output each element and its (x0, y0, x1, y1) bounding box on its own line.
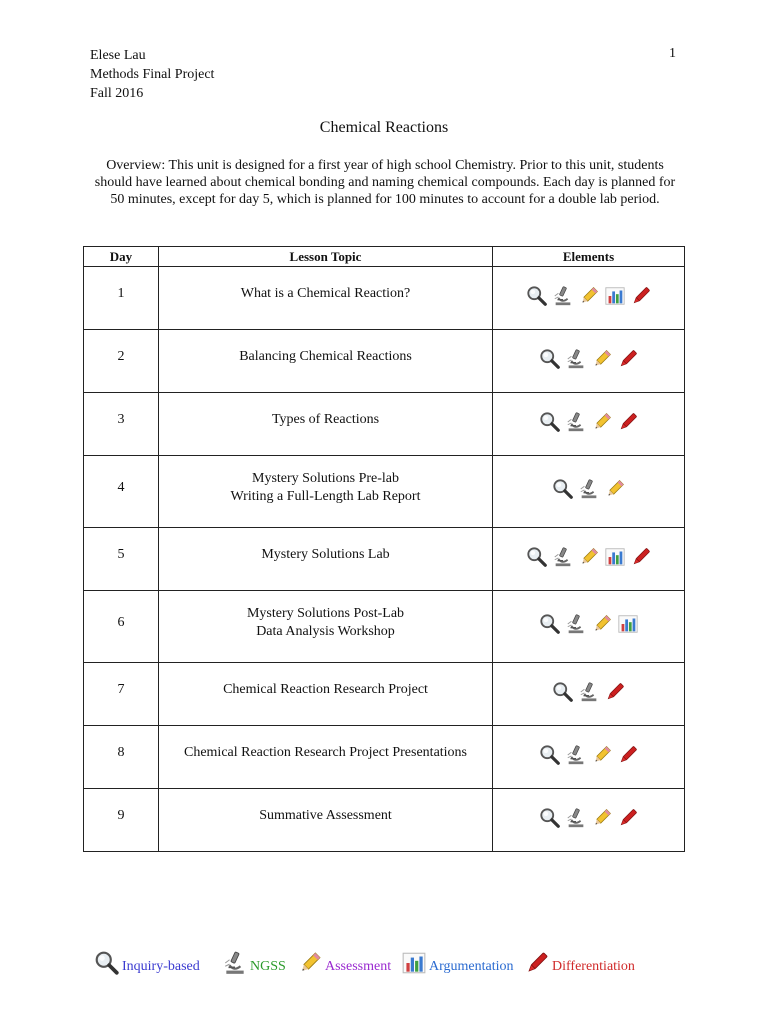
element-icons (539, 744, 639, 766)
lesson-topic-cell: Summative Assessment (159, 789, 493, 852)
bar-chart-icon (604, 285, 626, 307)
table-row (84, 393, 685, 456)
elements-cell (493, 789, 685, 852)
legend-label: NGSS (250, 959, 286, 974)
lesson-topic-cell: Mystery Solutions Lab (159, 528, 493, 591)
lesson-topic-cell: Types of Reactions (159, 393, 493, 456)
bar-chart-icon (617, 613, 639, 635)
red-pencil-icon (617, 411, 639, 433)
element-icons (526, 546, 652, 568)
magnifier-icon (539, 348, 561, 370)
bar-chart-icon (604, 546, 626, 568)
legend-label: Argumentation (429, 959, 514, 974)
microscope-icon (565, 348, 587, 370)
lesson-topic-cell: What is a Chemical Reaction? (159, 267, 493, 330)
page-title: Chemical Reactions (319, 119, 449, 136)
elements-cell (493, 726, 685, 789)
table-row (84, 591, 685, 663)
magnifier-icon (539, 744, 561, 766)
elements-cell (493, 528, 685, 591)
magnifier-icon (539, 807, 561, 829)
day-cell: 4 (84, 456, 159, 528)
course-line: Methods Final Project (90, 67, 215, 82)
header-block (90, 46, 214, 103)
legend-item (222, 950, 286, 976)
elements-cell (493, 663, 685, 726)
elements-cell (493, 330, 685, 393)
microscope-icon (565, 807, 587, 829)
pencil-icon (297, 950, 323, 976)
legend-label: Inquiry-based (122, 959, 200, 974)
microscope-icon (565, 744, 587, 766)
author-line: Elese Lau (90, 48, 146, 63)
red-pencil-icon (630, 546, 652, 568)
red-pencil-icon (617, 744, 639, 766)
table-header-row (84, 247, 685, 267)
elements-cell (493, 591, 685, 663)
microscope-icon (578, 681, 600, 703)
microscope-icon (552, 546, 574, 568)
lesson-topic-cell: Chemical Reaction Research Project Presentations (159, 726, 493, 789)
pencil-icon (591, 807, 613, 829)
header-day: Day (84, 247, 159, 267)
table-row (84, 663, 685, 726)
red-pencil-icon (630, 285, 652, 307)
pencil-icon (591, 348, 613, 370)
microscope-icon (578, 478, 600, 500)
elements-cell (493, 456, 685, 528)
day-cell: 2 (84, 330, 159, 393)
page-number: 1 (669, 46, 676, 61)
magnifier-icon (539, 613, 561, 635)
microscope-icon (565, 613, 587, 635)
pencil-icon (578, 285, 600, 307)
pencil-icon (604, 478, 626, 500)
magnifier-icon (94, 950, 120, 976)
bar-chart-icon (401, 950, 427, 976)
pencil-icon (591, 411, 613, 433)
element-icons (539, 411, 639, 433)
header-lesson-topic: Lesson Topic (159, 247, 493, 267)
microscope-icon (552, 285, 574, 307)
microscope-icon (222, 950, 248, 976)
day-cell: 5 (84, 528, 159, 591)
header-elements: Elements (493, 247, 685, 267)
red-pencil-icon (617, 807, 639, 829)
red-pencil-icon (617, 348, 639, 370)
magnifier-icon (552, 681, 574, 703)
magnifier-icon (526, 546, 548, 568)
elements-cell (493, 393, 685, 456)
day-cell: 3 (84, 393, 159, 456)
table-row (84, 789, 685, 852)
elements-cell (493, 267, 685, 330)
magnifier-icon (539, 411, 561, 433)
legend-label: Assessment (325, 959, 392, 974)
lesson-topic-cell: Chemical Reaction Research Project (159, 663, 493, 726)
microscope-icon (565, 411, 587, 433)
day-cell: 6 (84, 591, 159, 663)
table-row (84, 726, 685, 789)
red-pencil-icon (604, 681, 626, 703)
legend-item (94, 950, 200, 976)
element-icons (526, 285, 652, 307)
lesson-topic-cell: Mystery Solutions Pre-lab Writing a Full-Length Lab Report (159, 456, 493, 528)
lesson-topic-cell: Mystery Solutions Post-Lab Data Analysis Workshop (159, 591, 493, 663)
legend (94, 950, 694, 980)
table-row (84, 330, 685, 393)
magnifier-icon (526, 285, 548, 307)
day-cell: 7 (84, 663, 159, 726)
day-cell: 8 (84, 726, 159, 789)
legend-item (401, 950, 514, 976)
table-row (84, 267, 685, 330)
lesson-topic-cell: Balancing Chemical Reactions (159, 330, 493, 393)
pencil-icon (578, 546, 600, 568)
element-icons (539, 807, 639, 829)
legend-item (524, 950, 635, 976)
pencil-icon (591, 613, 613, 635)
term-line: Fall 2016 (90, 86, 144, 101)
element-icons (539, 348, 639, 370)
element-icons (552, 681, 626, 703)
day-cell: 1 (84, 267, 159, 330)
overview-paragraph: Overview: This unit is designed for a first year of high school Chemistry. Prior to this unit, students should have learned about chemical bonding and naming chemical compounds. Each day is planned for 50 minutes, except for day 5, which is planned for 100 minutes to account for a double lab period. (94, 158, 676, 207)
lesson-table (83, 246, 685, 852)
red-pencil-icon (524, 950, 550, 976)
pencil-icon (591, 744, 613, 766)
legend-label: Differentiation (552, 959, 635, 974)
day-cell: 9 (84, 789, 159, 852)
element-icons (539, 613, 639, 635)
table-row (84, 456, 685, 528)
table-row (84, 528, 685, 591)
legend-item (297, 950, 391, 976)
magnifier-icon (552, 478, 574, 500)
element-icons (552, 478, 626, 500)
